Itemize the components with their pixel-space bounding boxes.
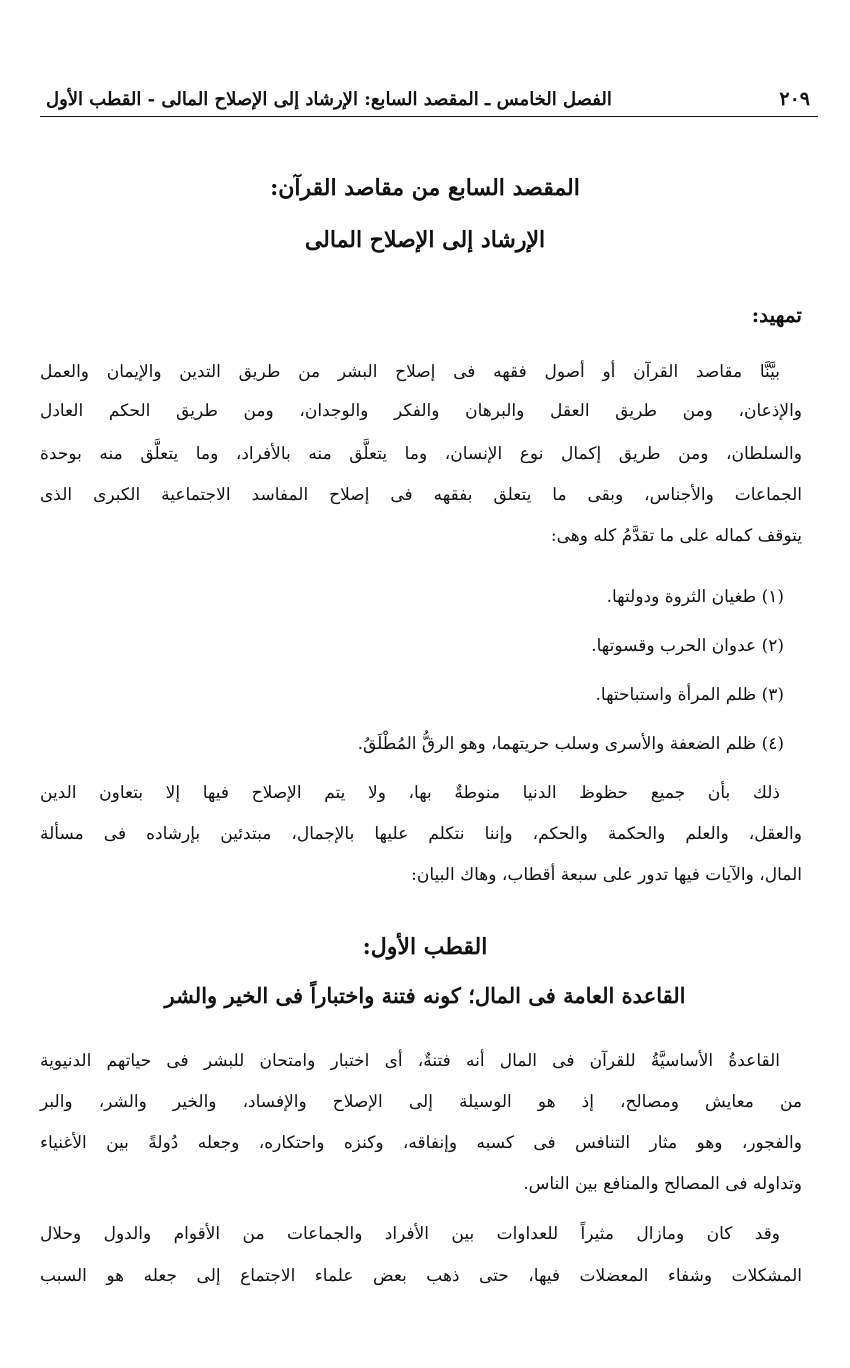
intro-line-5: يتوقف كماله على ما تقدَّمُ كله وهى:	[550, 526, 802, 546]
para2-line-1: ذلك بأن جميع حظوظ الدنيا منوطةٌ بها، ولا يتم الإصلاح فيها إلا بتعاون الدين	[40, 783, 780, 803]
para4-line-1: وقد كان ومازال مثيراً للعداوات بين الأفراد والجماعات من الأقوام والدول وحلال	[40, 1224, 780, 1244]
running-header	[40, 76, 818, 110]
intro-line-2: والإذعان، ومن طريق العقل والبرهان والفكر والوجدان، ومن طريق الحكم العادل	[40, 401, 802, 421]
para2-line-3: المال، والآيات فيها تدور على سبعة أقطاب، وهاك البيان:	[411, 865, 802, 885]
para3-line-2: من معايش ومصالح، إذ هو الوسيلة إلى الإصلاح والإفساد، والخير والشر، والبر	[40, 1092, 802, 1112]
section-title-line-2: الإرشاد إلى الإصلاح المالى	[304, 227, 546, 253]
list-item-4: (٤) ظلم الضعفة والأسرى وسلب حريتهما، وهو الرقُّ المُطْلَقُ.	[357, 734, 784, 754]
para3-line-4: وتداوله فى المصالح والمنافع بين الناس.	[523, 1174, 802, 1194]
list-item-2: (٢) عدوان الحرب وقسوتها.	[591, 636, 784, 656]
para2-line-2: والعقل، والعلم والحكمة والحكم، وإننا نتكلم عليها بالإجمال، مبتدئين بإرشاده فى مسألة	[40, 824, 802, 844]
pole1-title-line-2: القاعدة العامة فى المال؛ كونه فتنة واختباراً فى الخير والشر	[164, 983, 686, 1008]
intro-line-3: والسلطان، ومن طريق إكمال نوع الإنسان، وما يتعلَّق منه بالأفراد، وما يتعلَّق منه بوحدة	[40, 444, 802, 464]
intro-line-1: بيَّنَّا مقاصد القرآن أو أصول فقهه فى إصلاح البشر من طريق التدين والإيمان والعمل	[40, 362, 780, 382]
para3-line-3: والفجور، وهو مثار التنافس فى كسبه وإنفاقه، وكنزه واحتكاره، وجعله دُولةً بين الأغنياء	[40, 1133, 802, 1153]
list-item-3: (٣) ظلم المرأة واستباحتها.	[595, 685, 784, 705]
page-number: ٢٠٩	[779, 88, 810, 110]
para3-line-1: القاعدةُ الأساسيَّةُ للقرآن فى المال أنه فتنةٌ، أى اختبار وامتحان للبشر فى حياتهم الدنيوية	[40, 1051, 780, 1071]
para4-line-2: المشكلات وشفاء المعضلات فيها، حتى ذهب بعض علماء الاجتماع إلى جعله هو السبب	[40, 1266, 802, 1286]
list-item-1: (١) طغيان الثروة ودولتها.	[606, 587, 784, 607]
running-title: الفصل الخامس ـ المقصد السابع: الإرشاد إلى الإصلاح المالى - القطب الأول	[46, 89, 612, 110]
section-title-line-1: المقصد السابع من مقاصد القرآن:	[270, 175, 580, 201]
header-divider	[40, 116, 818, 117]
intro-label: تمهيد:	[751, 303, 802, 327]
pole1-title-line-1: القطب الأول:	[362, 934, 488, 960]
intro-line-4: الجماعات والأجناس، وبقى ما يتعلق بفقهه فى إصلاح المفاسد الاجتماعية الكبرى الذى	[40, 485, 802, 505]
